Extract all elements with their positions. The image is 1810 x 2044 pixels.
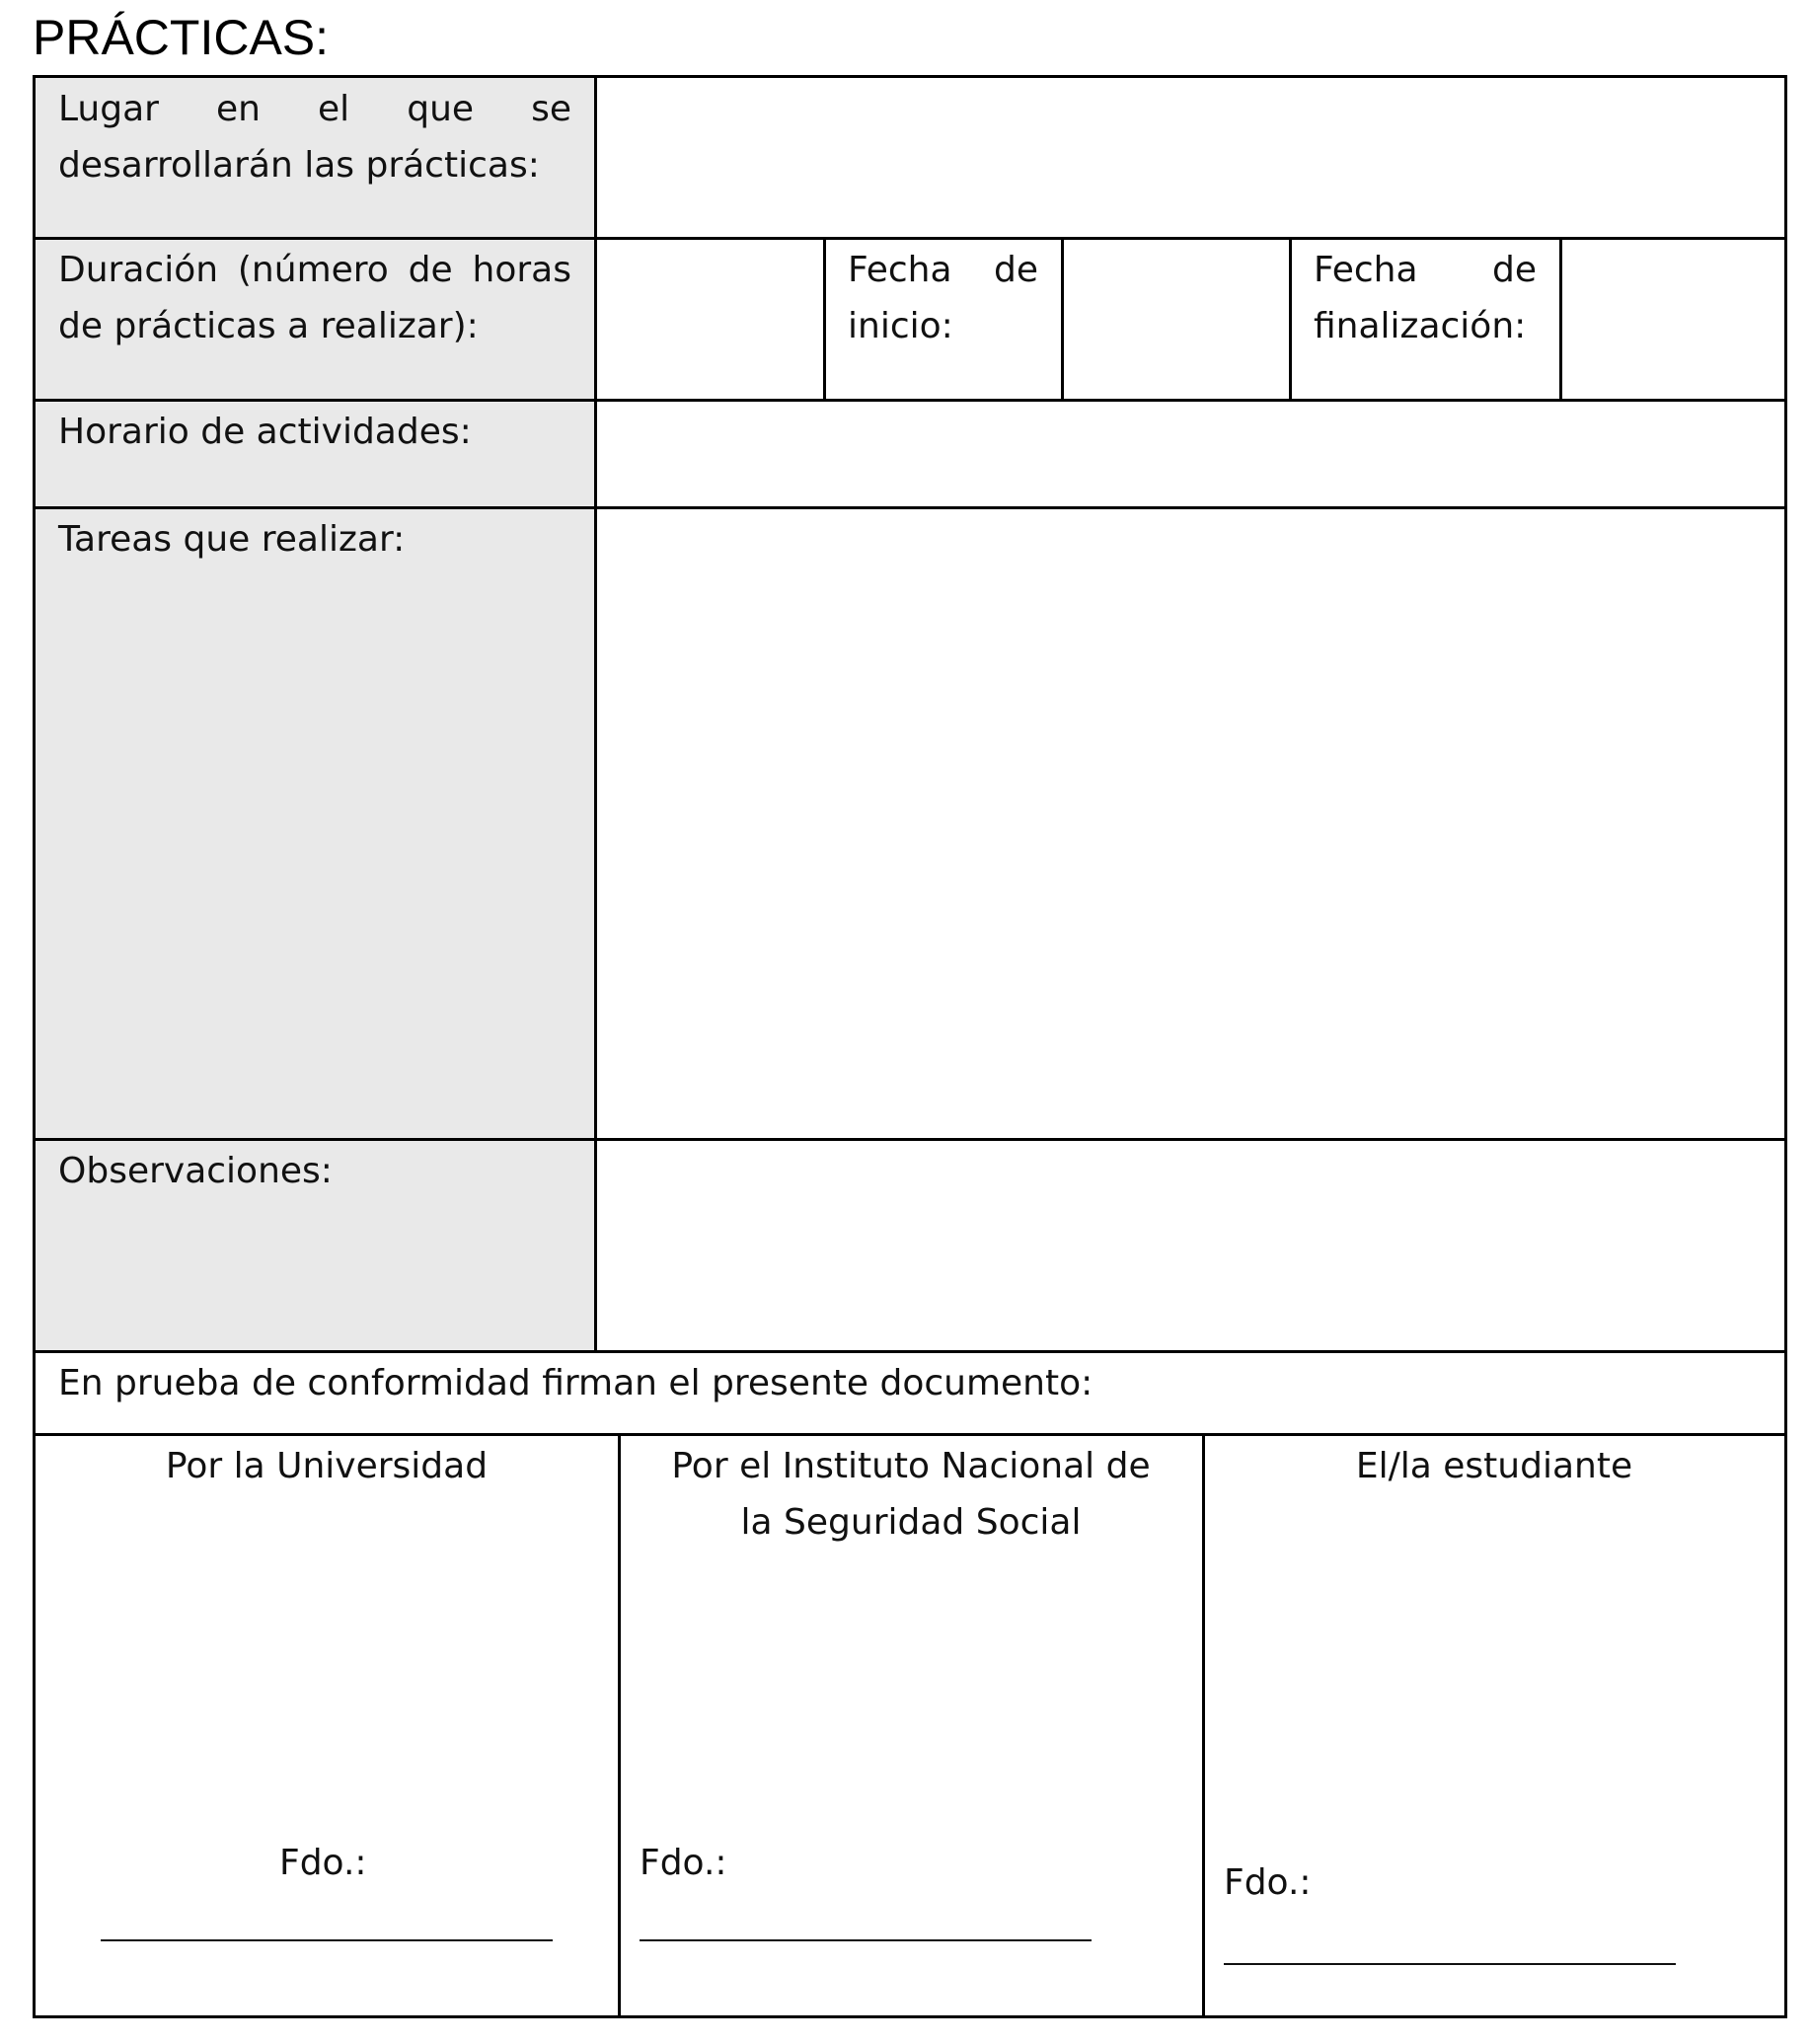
table-border — [823, 237, 826, 401]
fecha-inicio-label-line2: inicio: — [848, 306, 953, 346]
table-border — [1559, 237, 1562, 401]
fdo-estudiante-label: Fdo.: — [1224, 1862, 1312, 1903]
tareas-label: Tareas que realizar: — [58, 519, 406, 560]
tareas-input-cell[interactable] — [595, 507, 1785, 1139]
signature-universidad-cell — [35, 1434, 619, 2016]
signature-line-universidad[interactable] — [101, 1939, 553, 1941]
horario-label-cell — [35, 400, 595, 507]
table-border — [33, 506, 1787, 509]
signature-line-instituto[interactable] — [640, 1939, 1092, 1941]
signature-instituto-cell — [619, 1434, 1203, 2016]
lugar-input-cell[interactable] — [595, 77, 1785, 238]
table-border — [1061, 237, 1064, 401]
section-title: PRÁCTICAS: — [33, 10, 330, 65]
lugar-label-line1: Lugar en el que se — [58, 89, 571, 129]
universidad-label: Por la Universidad — [165, 1446, 489, 1486]
table-border — [33, 1433, 1787, 1436]
duracion-label-line2: de prácticas a realizar): — [58, 306, 479, 346]
table-border — [1202, 1433, 1205, 2018]
observaciones-label: Observaciones: — [58, 1151, 333, 1191]
table-border — [594, 75, 597, 1352]
table-border — [1289, 237, 1292, 401]
fecha-inicio-label-line1: Fecha de — [848, 250, 1038, 290]
table-border — [33, 237, 1787, 240]
statement-text: En prueba de conformidad firman el presente documento: — [58, 1363, 1094, 1403]
fecha-fin-label-line2: finalización: — [1314, 306, 1527, 346]
fecha-fin-label-line1: Fecha de — [1314, 250, 1537, 290]
observaciones-label-cell — [35, 1139, 595, 1351]
statement-cell — [35, 1351, 1785, 1434]
horario-input-cell[interactable] — [595, 400, 1785, 507]
fecha-fin-input-cell[interactable] — [1560, 238, 1785, 400]
observaciones-input-cell[interactable] — [595, 1139, 1785, 1351]
tareas-label-cell — [35, 507, 595, 1139]
fdo-instituto-label: Fdo.: — [640, 1843, 727, 1883]
table-border — [33, 1138, 1787, 1141]
estudiante-label: El/la estudiante — [1355, 1446, 1633, 1486]
lugar-label-line2: desarrollarán las prácticas: — [58, 145, 540, 186]
instituto-label-line2: la Seguridad Social — [740, 1502, 1082, 1543]
duracion-input-cell[interactable] — [595, 238, 824, 400]
duracion-label-line1: Duración (número de horas — [58, 250, 571, 290]
table-border — [33, 1350, 1787, 1353]
table-border — [33, 75, 36, 2018]
signature-line-estudiante[interactable] — [1224, 1963, 1676, 1965]
fecha-fin-label-cell — [1290, 238, 1560, 400]
fdo-universidad-label: Fdo.: — [279, 1843, 367, 1883]
fecha-inicio-input-cell[interactable] — [1062, 238, 1290, 400]
duracion-label-cell — [35, 238, 595, 400]
table-border — [33, 399, 1787, 402]
table-border — [33, 2015, 1787, 2018]
instituto-label-line1: Por el Instituto Nacional de — [671, 1446, 1151, 1486]
fecha-inicio-label-cell — [824, 238, 1062, 400]
table-border — [1784, 75, 1787, 2018]
horario-label: Horario de actividades: — [58, 412, 472, 452]
table-border — [33, 75, 1787, 78]
lugar-label-cell — [35, 77, 595, 238]
table-border — [618, 1433, 621, 2018]
signature-estudiante-cell — [1203, 1434, 1785, 2016]
